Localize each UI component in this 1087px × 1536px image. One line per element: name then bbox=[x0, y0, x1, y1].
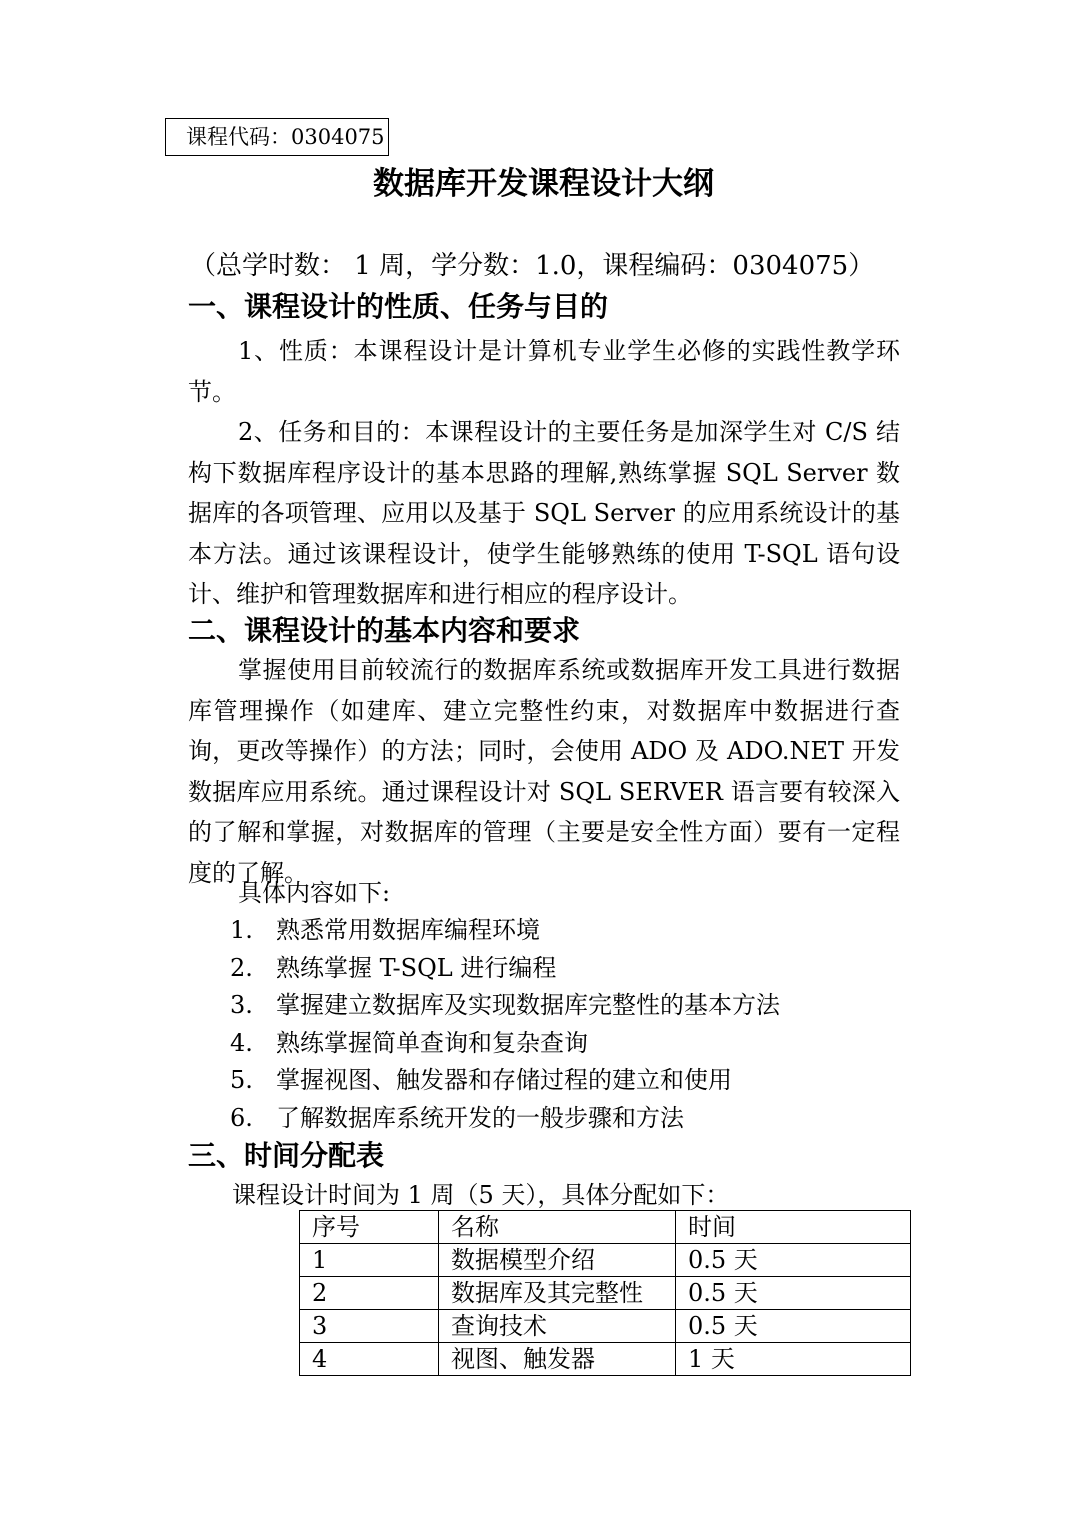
table-cell: 0.5 天 bbox=[676, 1244, 911, 1277]
course-code-box: 课程代码：0304075 bbox=[165, 118, 389, 156]
time-allocation-table bbox=[299, 1210, 911, 1376]
table-cell: 3 bbox=[300, 1310, 439, 1343]
table-cell: 数据库及其完整性 bbox=[439, 1277, 676, 1310]
list-item-text: 了解数据库系统开发的一般步骤和方法 bbox=[276, 1104, 684, 1132]
section-3-intro: 课程设计时间为 1 周（5 天），具体分配如下： bbox=[232, 1181, 730, 1209]
table-cell: 0.5 天 bbox=[676, 1310, 911, 1343]
list-item-number: 6. bbox=[230, 1104, 253, 1132]
course-meta: （总学时数： 1 周，学分数：1.0，课程编码：0304075） bbox=[190, 251, 875, 281]
list-item bbox=[230, 1025, 588, 1063]
list-item-text: 熟练掌握简单查询和复杂查询 bbox=[276, 1029, 588, 1057]
table-cell: 查询技术 bbox=[439, 1310, 676, 1343]
table-cell: 1 天 bbox=[676, 1343, 911, 1376]
list-item-number: 1. bbox=[230, 916, 253, 944]
table-header-cell: 时间 bbox=[676, 1211, 911, 1244]
section-2-paragraph-1: 掌握使用目前较流行的数据库系统或数据库开发工具进行数据库管理操作（如建库、建立完整性约束，对数据库中数据进行查询，更改等操作）的方法；同时，会使用 ADO 及 ADO.NET 开发数据库应用系统。通过课程设计对 SQL SERVER 语言要有较深入的了解和掌握，对数据库的管理（主要是安全性方面）要有一定程度的了解。 bbox=[188, 656, 900, 887]
list-item-number: 4. bbox=[230, 1029, 253, 1057]
section-heading-3: 三、时间分配表 bbox=[188, 1139, 385, 1172]
table-cell: 1 bbox=[300, 1244, 439, 1277]
table-header-cell: 序号 bbox=[300, 1211, 439, 1244]
list-item-text: 熟练掌握 T-SQL 进行编程 bbox=[276, 954, 557, 982]
list-item-text: 掌握建立数据库及实现数据库完整性的基本方法 bbox=[276, 991, 780, 1019]
list-item-number: 5. bbox=[230, 1066, 253, 1094]
list-item-number: 2. bbox=[230, 954, 253, 982]
table-cell: 数据模型介绍 bbox=[439, 1244, 676, 1277]
table-row bbox=[300, 1310, 911, 1343]
page-title: 数据库开发课程设计大纲 bbox=[373, 166, 714, 202]
table-cell: 2 bbox=[300, 1277, 439, 1310]
list-item bbox=[230, 912, 540, 950]
list-item-text: 掌握视图、触发器和存储过程的建立和使用 bbox=[276, 1066, 732, 1094]
table-cell: 4 bbox=[300, 1343, 439, 1376]
section-1-paragraph-2: 2、任务和目的：本课程设计的主要任务是加深学生对 C/S 结构下数据库程序设计的基本思路的理解,熟练掌握 SQL Server 数据库的各项管理、应用以及基于 SQL Server 的应用系统设计的基本方法。通过该课程设计，使学生能够熟练的使用 T-SQL 语句设计、维护和管理数据库和进行相应的程序设计。 bbox=[188, 418, 900, 608]
table-header-row bbox=[300, 1211, 911, 1244]
section-heading-1: 一、课程设计的性质、任务与目的 bbox=[188, 290, 609, 323]
list-item-text: 熟悉常用数据库编程环境 bbox=[276, 916, 540, 944]
list-item bbox=[230, 1100, 684, 1138]
section-heading-2: 二、课程设计的基本内容和要求 bbox=[188, 614, 581, 647]
section-2-intro: 具体内容如下: bbox=[238, 879, 391, 907]
table-row bbox=[300, 1277, 911, 1310]
list-item bbox=[230, 987, 780, 1025]
table-cell: 视图、触发器 bbox=[439, 1343, 676, 1376]
table-row bbox=[300, 1244, 911, 1277]
section-1-paragraph-1: 1、性质：本课程设计是计算机专业学生必修的实践性教学环节。 bbox=[188, 337, 900, 406]
list-item bbox=[230, 950, 556, 988]
table-cell: 0.5 天 bbox=[676, 1277, 911, 1310]
table-row bbox=[300, 1343, 911, 1376]
list-item bbox=[230, 1062, 732, 1100]
table-header-cell: 名称 bbox=[439, 1211, 676, 1244]
list-item-number: 3. bbox=[230, 991, 253, 1019]
